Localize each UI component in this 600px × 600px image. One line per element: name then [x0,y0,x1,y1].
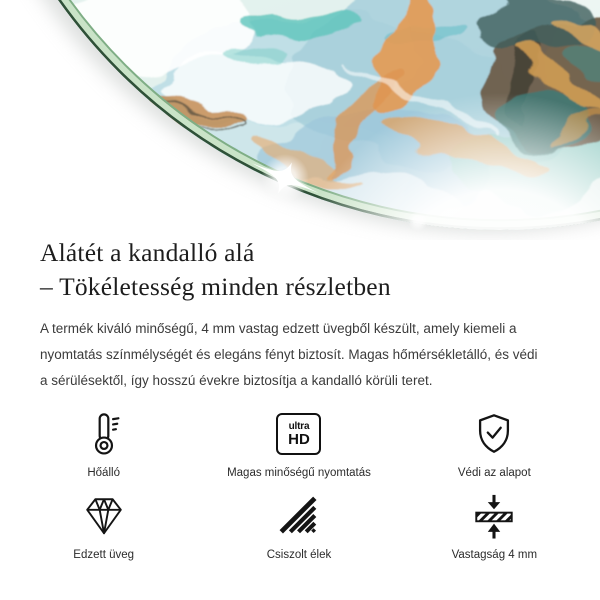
feature-label: Magas minőségű nyomtatás [227,467,371,479]
feature-label: Védi az alapot [457,467,531,479]
thermometer-icon [80,410,128,458]
feature-label: Hőálló [87,467,120,479]
feature-heat-resistant [6,410,201,480]
feature-label: Edzett üveg [73,549,135,561]
polished-edges-icon [275,492,323,540]
feature-thickness [397,492,592,562]
ultra-hd-badge-bottom: HD [288,430,310,448]
ultra-hd-badge-top: ultra [288,420,310,432]
sparkle-small-icon [408,211,428,231]
glass-mat-photo [0,0,600,240]
page-title-line1: Alátét a kandalló alá [40,238,255,267]
thickness-icon [470,492,518,540]
feature-grid [6,410,592,562]
product-hero [0,0,600,234]
ultra-hd-icon [275,410,323,458]
feature-tempered-glass [6,492,201,562]
page-title [0,234,600,304]
page-title-line2: – Tökéletesség minden részletben [40,272,391,301]
product-description: A termék kiváló minőségű, 4 mm vastag edzett üvegből készült, amely kiemeli a nyomtatás színmélységét és elegáns fényt biztosít. Magas hőmérsékletálló, és védi a sérülésektől, így hosszú évekre biztosítja a kandalló körüli teret. [40,321,538,388]
shield-check-icon [470,410,518,458]
feature-ultra-hd-print [201,410,396,480]
feature-label: Vastagság 4 mm [451,549,538,561]
feature-protects-base [397,410,592,480]
glass-artwork [0,0,600,240]
diamond-icon [80,492,128,540]
feature-label: Csiszolt élek [266,549,332,561]
feature-polished-edges [201,492,396,562]
